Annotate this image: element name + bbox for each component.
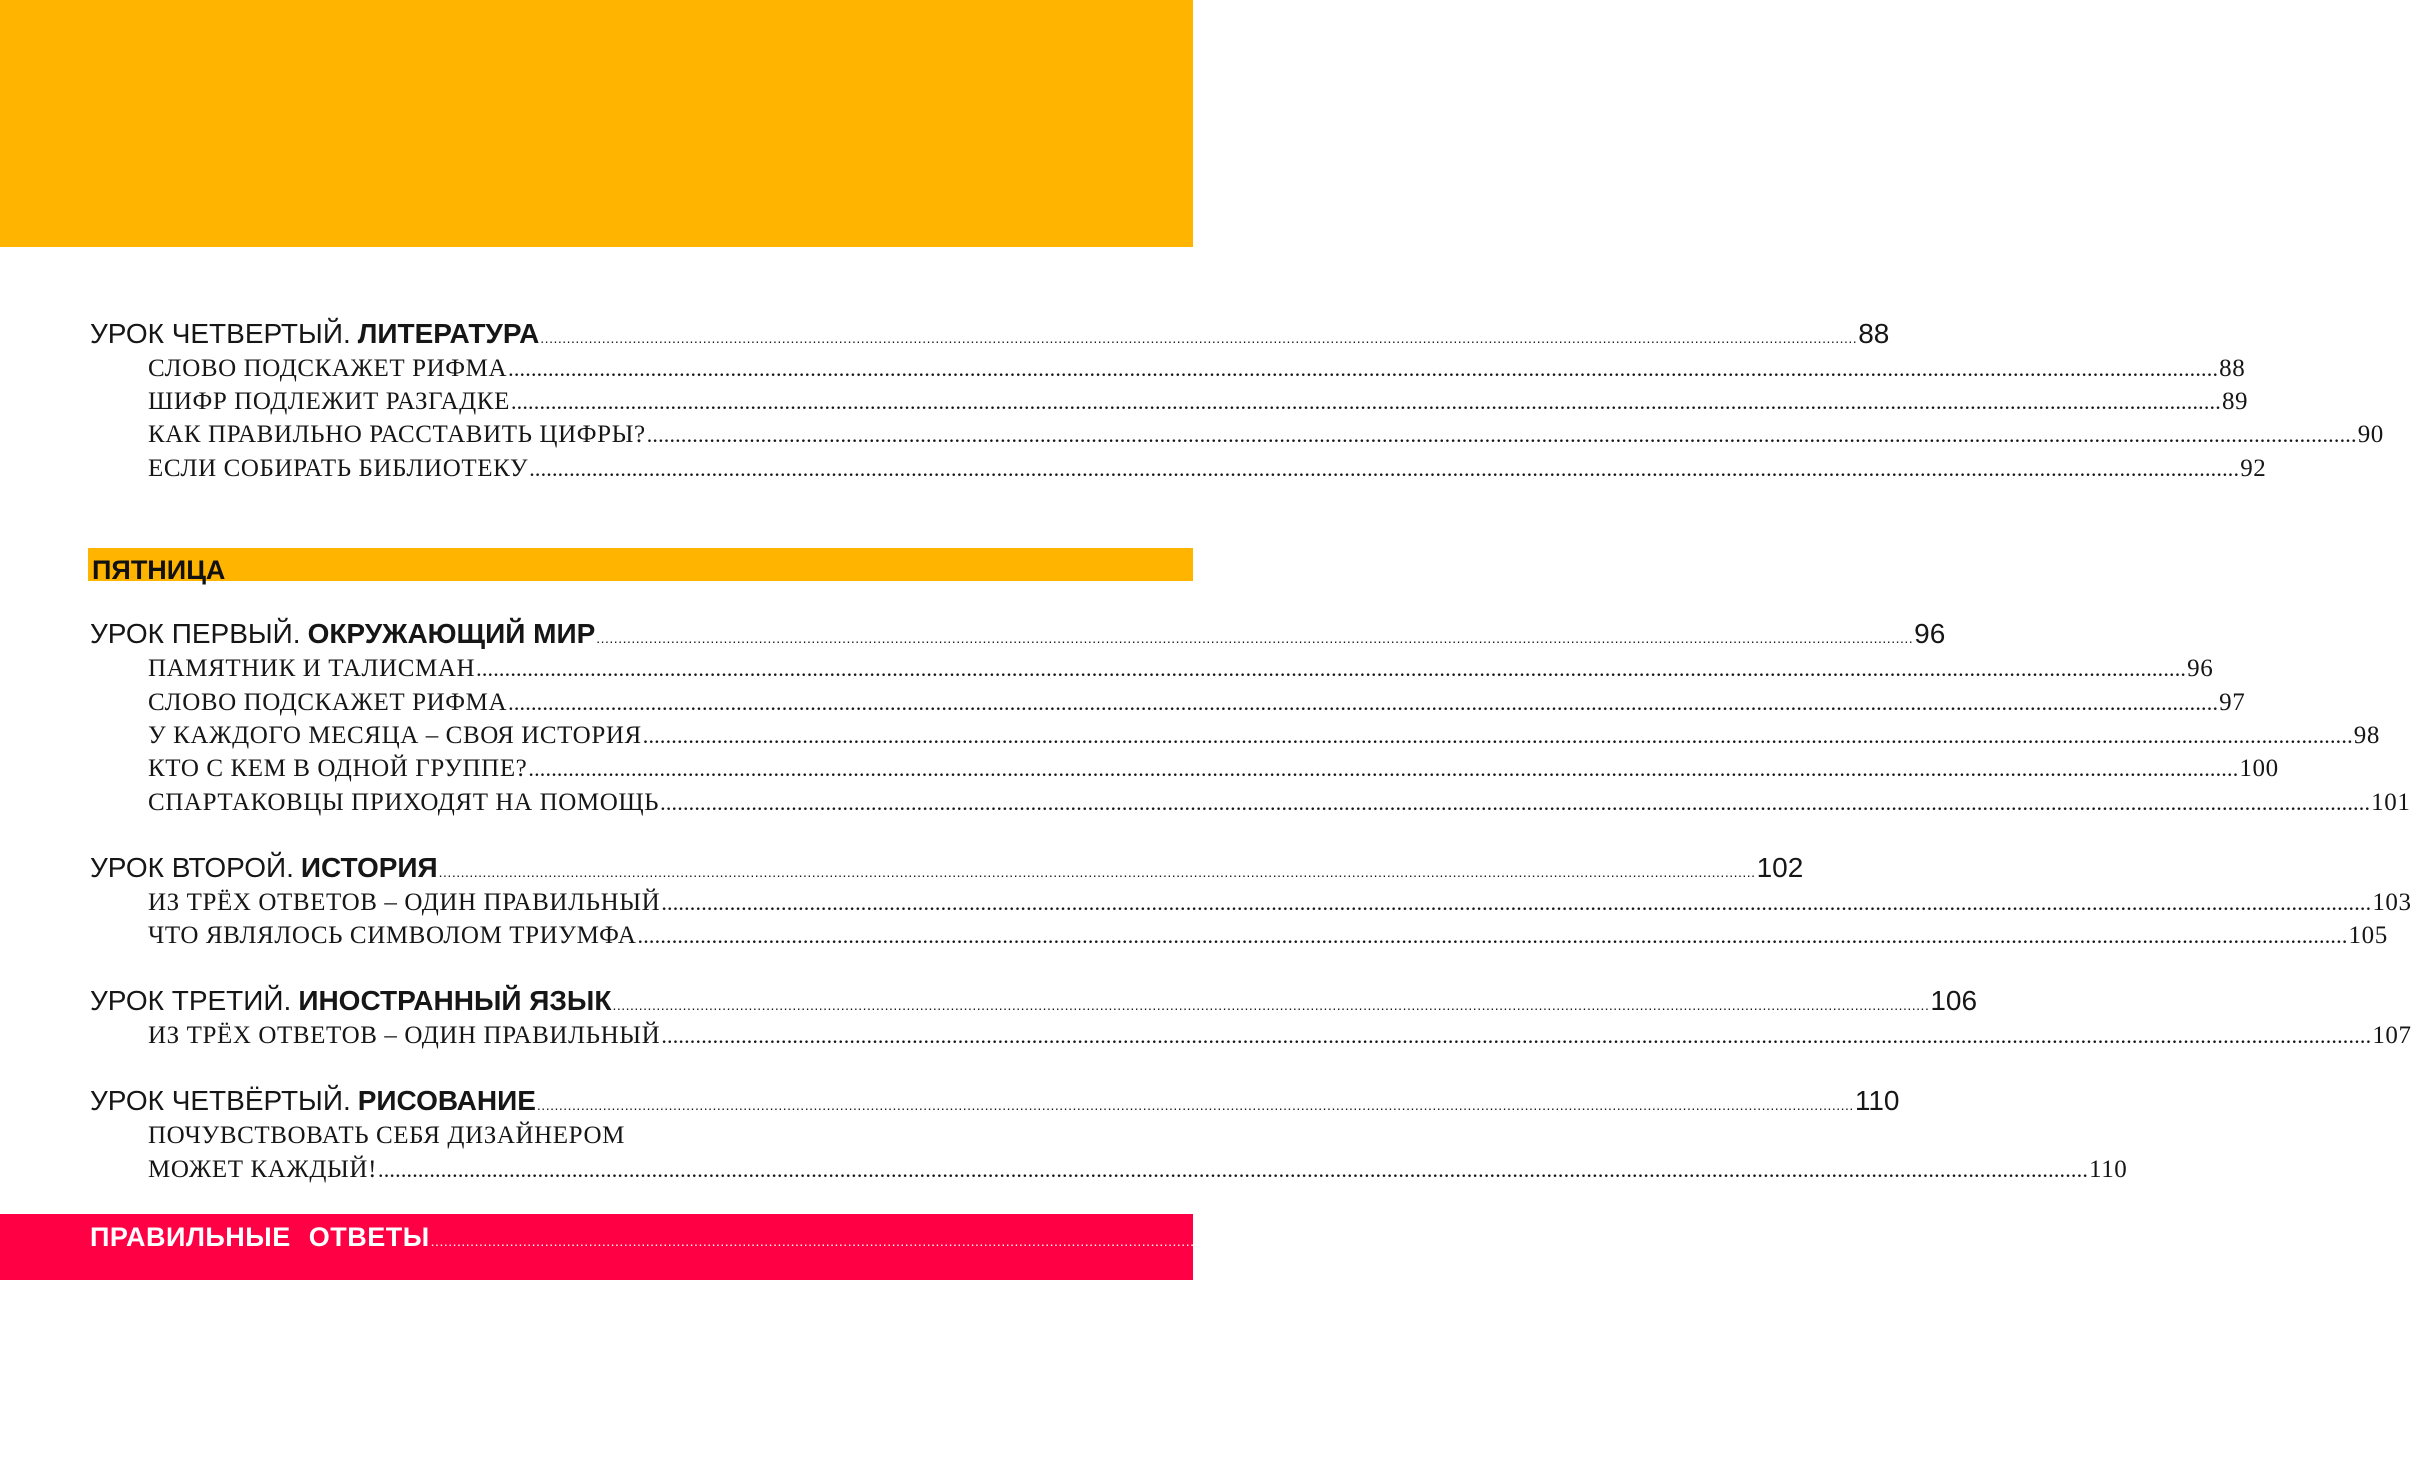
item-title: СЛОВО ПОДСКАЖЕТ РИФМА [148,355,508,382]
item-title: ШИФР ПОДЛЕЖИТ РАЗГАДКЕ [148,388,510,415]
item-title: СПАРТАКОВЦЫ ПРИХОДЯТ НА ПОМОЩЬ [148,789,660,816]
toc-answers[interactable] [90,1222,1792,1262]
toc-lesson-drawing[interactable] [90,1085,1900,1125]
toc-item[interactable] [148,388,2249,422]
page-number: 97 [2219,689,2246,716]
page-number: 88 [2219,355,2246,382]
lesson-subject: ОКРУЖАЮЩИЙ МИР [307,618,596,649]
page-number: 88 [1858,318,1890,349]
lesson-prefix: УРОК ЧЕТВЁРТЫЙ. [90,1085,351,1116]
leader-dots: ............................................................................................................................................................................................................................................................................................................ [529,456,2240,481]
item-title: ИЗ ТРЁХ ОТВЕТОВ – ОДИН ПРАВИЛЬНЫЙ [148,889,661,916]
lesson-prefix: УРОК ПЕРВЫЙ. [90,618,301,649]
toc-lesson-history[interactable] [90,852,1804,892]
leader-dots: ............................................................................................................................................................................................................................................................................................................ [661,890,2372,915]
leader-dots: ............................................................................................................................................................................................................................................................................................................ [528,756,2239,781]
page-number: 110 [1854,1085,1900,1116]
leader-dots: ............................................................................................................................................................................................................................................................................................................ [378,1157,2089,1182]
lesson-subject: ИСТОРИЯ [300,852,438,883]
page-number: 105 [2348,922,2388,949]
toc-item[interactable] [148,1156,2128,1190]
item-title: ИЗ ТРЁХ ОТВЕТОВ – ОДИН ПРАВИЛЬНЫЙ [148,1022,661,1049]
page-number: 103 [2372,889,2412,916]
page-number: 102 [1756,852,1804,883]
leader-dots: ............................................................................................................................................................................................................................................................................................................ [540,330,1858,346]
toc-item[interactable] [148,355,2246,389]
page-number: 101 [2371,789,2411,816]
toc-item[interactable] [148,889,2412,923]
item-title: МОЖЕТ КАЖДЫЙ! [148,1156,378,1183]
item-title: ПАМЯТНИК И ТАЛИСМАН [148,655,476,682]
toc-item[interactable] [148,689,2246,723]
toc-lesson-literature[interactable] [90,318,1890,358]
item-title: СЛОВО ПОДСКАЖЕТ РИФМА [148,689,508,716]
toc-lesson-environment[interactable] [90,618,1946,658]
toc-item[interactable] [148,455,2267,489]
item-title: КАК ПРАВИЛЬНО РАССТАВИТЬ ЦИФРЫ? [148,421,646,448]
day-heading: ПЯТНИЦА [92,555,226,585]
leader-dots: ............................................................................................................................................................................................................................................................................................................ [430,1233,1748,1249]
leader-dots: ............................................................................................................................................................................................................................................................................................................ [637,923,2348,948]
page-number: 106 [1930,985,1978,1016]
day-heading-band [88,548,1193,585]
page-number: 107 [2372,1022,2412,1049]
leader-dots: ............................................................................................................................................................................................................................................................................................................ [612,997,1930,1013]
toc-item[interactable] [148,722,2380,756]
item-title: ЧТО ЯВЛЯЛОСЬ СИМВОЛОМ ТРИУМФА [148,922,637,949]
lesson-prefix: УРОК ЧЕТВЕРТЫЙ. [90,318,351,349]
lesson-prefix: УРОК ВТОРОЙ. [90,852,294,883]
toc-item[interactable] [148,1022,2412,1056]
lesson-subject: ИНОСТРАННЫЙ ЯЗЫК [298,985,612,1016]
leader-dots: ............................................................................................................................................................................................................................................................................................................ [508,690,2219,715]
leader-dots: ............................................................................................................................................................................................................................................................................................................ [508,356,2219,381]
leader-dots: ............................................................................................................................................................................................................................................................................................................ [536,1097,1854,1113]
page-number: 100 [2239,755,2279,782]
leader-dots: ............................................................................................................................................................................................................................................................................................................ [660,790,2371,815]
leader-dots: ............................................................................................................................................................................................................................................................................................................ [510,389,2221,414]
toc-item[interactable] [148,922,2388,956]
leader-dots: ............................................................................................................................................................................................................................................................................................................ [661,1023,2372,1048]
leader-dots: ............................................................................................................................................................................................................................................................................................................ [646,422,2357,447]
item-title: КТО С КЕМ В ОДНОЙ ГРУППЕ? [148,755,528,782]
lesson-subject: РИСОВАНИЕ [357,1085,536,1116]
page-number: 92 [2240,455,2267,482]
toc-item-line1: ПОЧУВСТВОВАТЬ СЕБЯ ДИЗАЙНЕРОМ [148,1122,625,1149]
page-number: 98 [2353,722,2380,749]
toc-item[interactable] [148,421,2384,455]
page-number: 117 [1748,1222,1792,1252]
item-title: У КАЖДОГО МЕСЯЦА – СВОЯ ИСТОРИЯ [148,722,642,749]
toc-item[interactable] [148,655,2214,689]
toc-item[interactable] [148,789,2411,823]
page-number: 89 [2221,388,2249,415]
lesson-subject: ЛИТЕРАТУРА [357,318,540,349]
toc-item[interactable] [148,755,2279,789]
lesson-prefix: УРОК ТРЕТИЙ. [90,985,292,1016]
leader-dots: ............................................................................................................................................................................................................................................................................................................ [596,630,1914,646]
item-title: ЕСЛИ СОБИРАТЬ БИБЛИОТЕКУ [148,455,529,482]
page-number: 90 [2357,421,2384,448]
page-number: 96 [2187,655,2214,682]
leader-dots: ............................................................................................................................................................................................................................................................................................................ [476,656,2187,681]
leader-dots: ............................................................................................................................................................................................................................................................................................................ [438,864,1756,880]
answers-title: ПРАВИЛЬНЫЕ ОТВЕТЫ [90,1222,430,1252]
page-number: 96 [1914,618,1946,649]
page-number: 110 [2089,1156,2128,1183]
leader-dots: ............................................................................................................................................................................................................................................................................................................ [642,723,2353,748]
toc-lesson-foreign-language[interactable] [90,985,1978,1025]
